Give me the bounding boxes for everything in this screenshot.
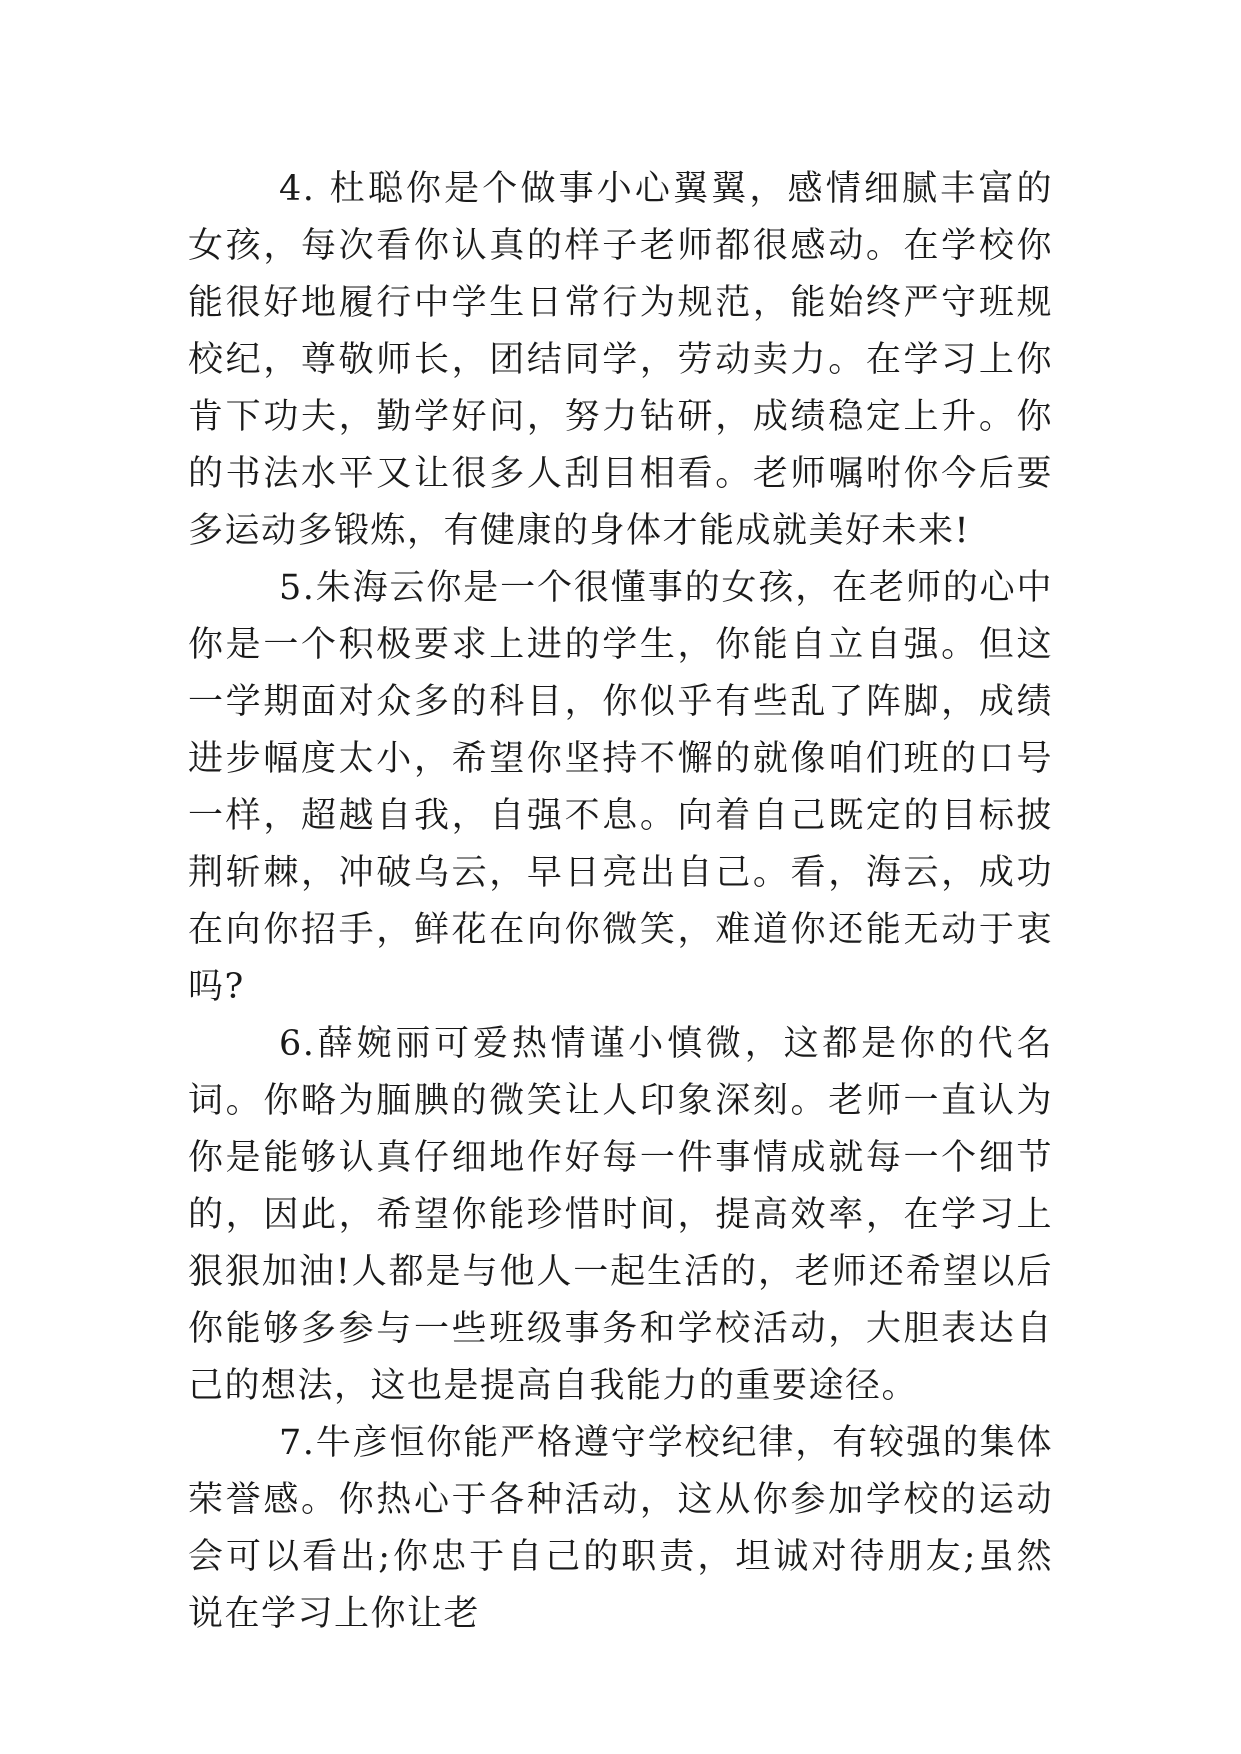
- paragraph-7: 7.牛彦恒你能严格遵守学校纪律，有较强的集体荣誉感。你热心于各种活动，这从你参加学校的运动会可以看出;你忠于自己的职责，坦诚对待朋友;虽然说在学习上你让老: [188, 1423, 1053, 1634]
- paragraph-6: 6.薛婉丽可爱热情谨小慎微，这都是你的代名词。你略为腼腆的微笑让人印象深刻。老师一直认为你是能够认真仔细地作好每一件事情成就每一个细节的，因此，希望你能珍惜时间，提高效率，在学习上狠狠加油!人都是与他人一起生活的，老师还希望以后你能够多参与一些班级事务和学校活动，大胆表达自己的想法，这也是提高自我能力的重要途径。: [188, 1024, 1053, 1406]
- document-body: [188, 161, 1053, 1643]
- paragraph-5: 5.朱海云你是一个很懂事的女孩，在老师的心中你是一个积极要求上进的学生，你能自立自强。但这一学期面对众多的科目，你似乎有些乱了阵脚，成绩进步幅度太小，希望你坚持不懈的就像咱们班的口号一样，超越自我，自强不息。向着自己既定的目标披荆斩棘，冲破乌云，早日亮出自己。看，海云，成功在向你招手，鲜花在向你微笑，难道你还能无动于衷吗?: [188, 568, 1053, 1007]
- paragraph-4: 4. 杜聪你是个做事小心翼翼，感情细腻丰富的女孩，每次看你认真的样子老师都很感动。在学校你能很好地履行中学生日常行为规范，能始终严守班规校纪，尊敬师长，团结同学，劳动卖力。在学习上你肯下功夫，勤学好问，努力钻研，成绩稳定上升。你的书法水平又让很多人刮目相看。老师嘱咐你今后要多运动多锻炼，有健康的身体才能成就美好未来!: [188, 169, 1053, 551]
